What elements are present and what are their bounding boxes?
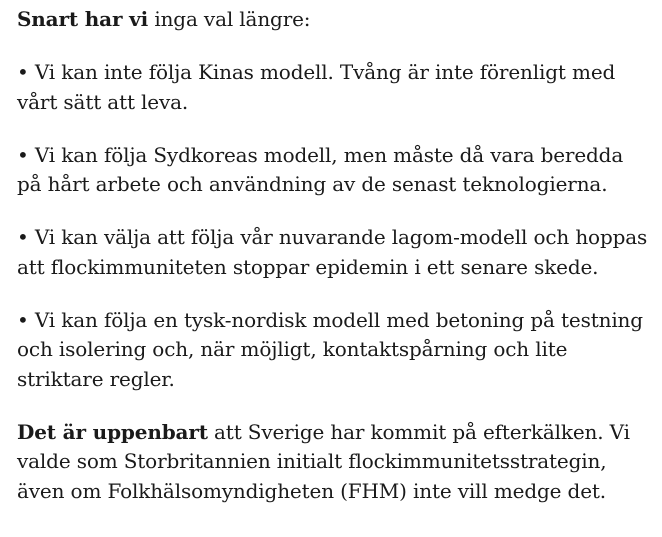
- bullet-glyph: •: [17, 60, 29, 84]
- option-text: Vi kan inte följa Kinas modell. Tvång är inte förenligt med vårt sätt att leva.: [17, 60, 616, 114]
- option-text: Vi kan välja att följa vår nuvarande lagom-modell och hoppas att flockimmuniteten stoppar epidemin i ett senare skede.: [17, 225, 648, 279]
- option-paragraph: [17, 141, 648, 200]
- intro-text: inga val längre:: [148, 7, 311, 31]
- conclusion-bold-lead: Det är uppenbart: [17, 419, 208, 444]
- bullet-glyph: •: [17, 142, 29, 167]
- option-text: Vi kan följa Sydkoreas modell, men måste då vara beredda på hårt arbete och användning av de senast teknologierna.: [17, 142, 624, 196]
- conclusion-paragraph: [17, 418, 648, 507]
- option-text: Vi kan följa en tysk-nordisk modell med betoning på testning och isolering och, när möjligt, kontaktspårning och lite striktare regler.: [17, 307, 643, 391]
- option-paragraph: [17, 223, 648, 282]
- conclusion-text: att Sverige har kommit på efterkälken. Vi valde som Storbritannien initialt flockimmunitetsstrategin, även om Folkhälsomyndigheten (FHM) inte vill medge det.: [17, 419, 630, 503]
- option-paragraph: [17, 306, 648, 395]
- intro-paragraph: [17, 5, 648, 35]
- intro-bold-lead: Snart har vi: [17, 7, 149, 31]
- option-paragraph: [17, 58, 648, 117]
- bullet-glyph: •: [17, 307, 29, 332]
- bullet-glyph: •: [17, 225, 29, 249]
